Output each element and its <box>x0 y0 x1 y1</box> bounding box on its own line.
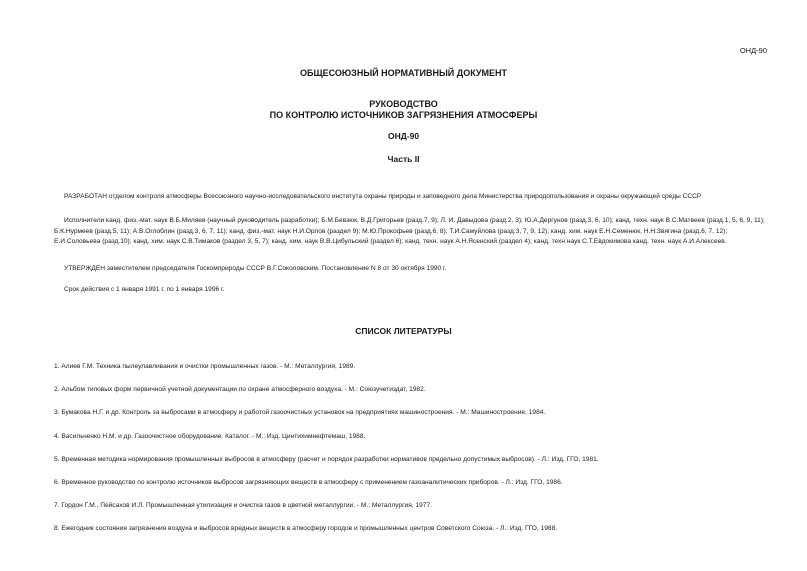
doc-code-corner: ОНД-90 <box>739 46 767 55</box>
document-title <box>0 99 807 121</box>
document-part: Часть II <box>387 154 420 164</box>
org-title: ОБЩЕСОЮЗНЫЙ НОРМАТИВНЫЙ ДОКУМЕНТ <box>299 68 508 78</box>
literature-item: 3. Бумакова Н.Г. и др. Контроль за выбросами в атмосферу и работой газоочистных установок на предприятиях машиностроения. - М.: Машиностроение, 1984. <box>54 409 546 417</box>
literature-item: 8. Ежегодник состояния загрязнения воздуха и выбросов вредных веществ в атмосферу городов и промышленных центров Советского Союза. - Л.: Изд. ГГО, 1988. <box>54 525 558 533</box>
literature-item: 7. Гордон Г.М., Пейсахов И.Л. Промышленная утилизация и очистка газов в цветной металлургии. - М.: Металлургия, 1977. <box>54 502 432 510</box>
term-paragraph: Срок действия с 1 января 1991 г. по 1 января 1996 г. <box>64 286 225 293</box>
title-line-2: ПО КОНТРОЛЮ ИСТОЧНИКОВ ЗАГРЯЗНЕНИЯ АТМОСФЕРЫ <box>269 110 538 120</box>
document-code: ОНД-90 <box>387 131 420 141</box>
literature-item: 2. Альбом типовых форм первичной учетной документации по охране атмосферного воздуха. - М.: Союзучетиздат, 1982. <box>54 386 426 394</box>
literature-heading: СПИСОК ЛИТЕРАТУРЫ <box>355 326 452 336</box>
literature-item: 6. Временное руководство по контролю источников выбросов загрязняющих веществ в атмосферу с применением газоаналитических приборов. - Л.: Изд. ГГО, 1986. <box>54 478 563 486</box>
literature-item: 5. Временная методика нормирования промышленных выбросов в атмосферу (расчет и порядок разработки нормативов предельно допустимых выбросов). - Л.: Изд. ГГО, 1981. <box>54 455 599 463</box>
title-line-1: РУКОВОДСТВО <box>369 99 438 109</box>
literature-item: 4. Васильченко Н.М. и др. Газоочистное оборудование. Каталог. - М.: Изд. Цинтихимнефтемаш, 1988. <box>54 432 366 440</box>
literature-list <box>54 362 773 548</box>
approved-paragraph: УТВЕРЖДЕН заместителем председателя Госкомприроды СССР В.Г.Соколовским. Постановление N 8 от 30 октября 1990 г. <box>64 265 447 272</box>
literature-item: 1. Алиев Г.М. Техника пылеулавливания и очистки промышленных газов. - М.: Металлургия, 1989. <box>54 363 356 370</box>
developed-paragraph: РАЗРАБОТАН отделом контроля атмосферы Всесоюзного научно-исследовательского института охраны природы и заповедного дела Министерства природопользования и охраны окружающей среды СССР <box>64 193 702 200</box>
authors-paragraph: Исполнители канд. физ.-мат. наук В.Б.Миляев (научный руководитель разработки); Б.М.Бевзюк, В.Д.Григорьев (разд.7, 9); Л. И. Давыдова (разд.2, 3); Ю.А.Дергунов (разд.3, 6, 10); канд. техн. наук В.С.Матвеев (разд.1, 5, 6, 9, 11); Б.К.Нурмеев (разд.5, 11); А.В.Оглоблин (разд.3, 6, 7, 11); канд. физ.-мат. наук Н.И.Орлов (раздел 9); М.Ю.Прокофьев (разд.6, 8); Т.И.Самуйлова (разд.3, 7, 9, 12); канд. хим. наук Е.Н.Семенюк, Н.Н.Звягина (разд.6, 7, 12); Е.И.Соловьева (разд.10); канд. хим. наук С.В.Тимаков (раздел 3, 5, 7); канд. хим. наук В.В.Цибульский (раздел 6); канд. техн. наук А.Н.Ясенский (раздел 4); канд. техн наук С.Т.Евдокимова канд. техн. наук А.И.Алексеев. <box>54 217 765 245</box>
